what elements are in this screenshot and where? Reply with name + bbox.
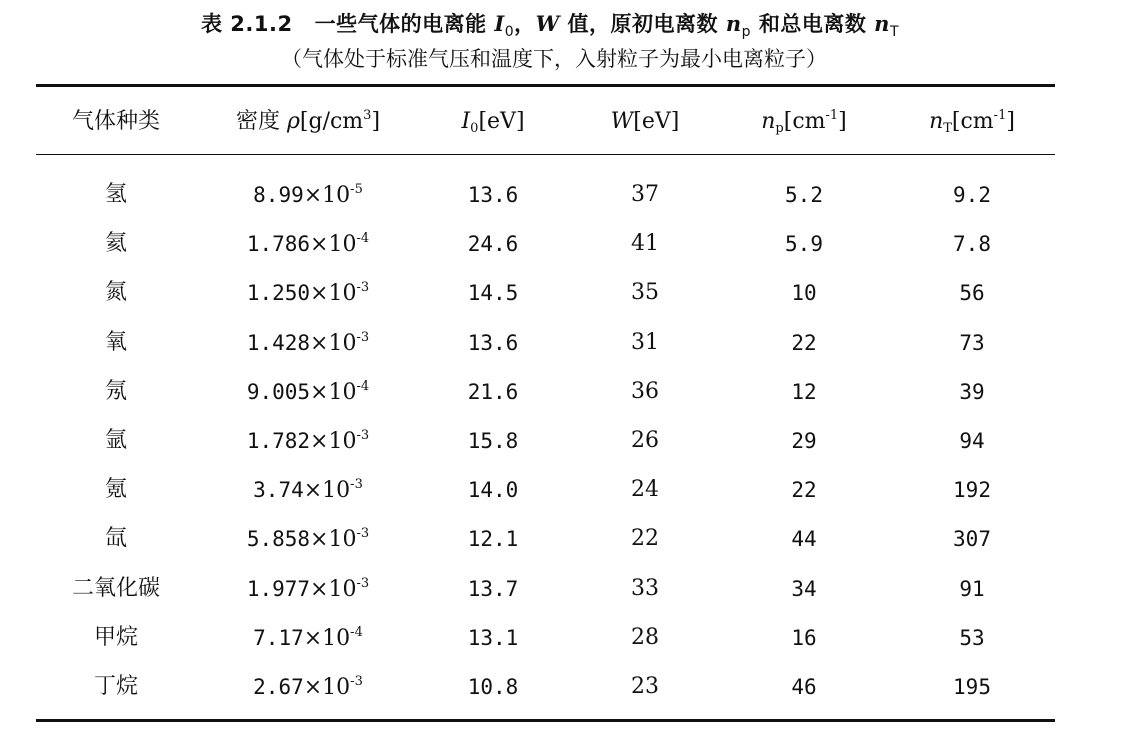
header-i-symbol: I [461,109,471,134]
cell-primary-ionization: 5.2 [785,183,823,207]
cell-density [247,379,369,406]
times-ten: ×10 [310,331,357,356]
density-exponent: -3 [356,576,370,591]
cell-density [253,182,363,209]
cell-primary-ionization: 29 [791,429,817,453]
cell-total-ionization: 53 [959,626,985,650]
header-w-value [611,109,680,135]
cell-gas: 甲烷 [93,625,139,650]
caption-np-subscript: p [741,24,752,41]
caption-w-symbol: W [535,11,560,36]
cell-w-value: 22 [631,526,659,551]
cell-gas: 氩 [104,428,128,453]
density-exponent: -5 [350,182,363,197]
caption-i-subscript: 0 [504,24,515,41]
rho-symbol: ρ [286,109,300,134]
cell-primary-ionization: 46 [791,675,817,699]
times-ten: ×10 [303,626,351,651]
header-nt-subscript: T [943,121,952,136]
caption-text-3: 值，原初电离数 [559,12,726,36]
table-caption [0,8,1100,40]
cell-primary-ionization: 22 [791,331,817,355]
times-ten: ×10 [310,577,357,602]
times-ten: ×10 [303,675,351,700]
caption-text-4: 和总电离数 [751,12,875,36]
header-i-unit: [eV] [478,109,525,134]
cell-total-ionization: 91 [959,577,985,601]
header-primary-ionization [761,109,847,135]
header-density-exponent: 3 [363,108,372,123]
header-nt-close: ] [1006,109,1015,134]
times-ten: ×10 [310,232,357,257]
header-ionization-energy [461,109,524,135]
density-mantissa: 8.99 [253,183,304,207]
density-mantissa: 2.67 [253,675,304,699]
cell-w-value: 31 [631,330,659,355]
cell-density [253,477,363,504]
density-mantissa: 7.17 [253,626,304,650]
cell-primary-ionization: 22 [791,478,817,502]
density-mantissa: 9.005 [246,380,311,404]
cell-gas: 氮 [104,280,128,305]
caption-nt-symbol: n [874,11,890,36]
cell-total-ionization: 195 [953,675,991,699]
header-density-close: ] [371,109,381,134]
density-mantissa: 3.74 [253,478,304,502]
cell-primary-ionization: 5.9 [785,232,823,256]
header-nt-symbol: n [929,109,944,134]
cell-density [247,428,369,455]
cell-gas: 氙 [104,526,128,551]
bottom-rule [36,719,1055,722]
density-mantissa: 1.782 [246,429,311,453]
cell-ionization-energy: 13.1 [467,626,519,650]
times-ten: ×10 [310,380,357,405]
cell-primary-ionization: 34 [791,577,817,601]
cell-total-ionization: 56 [959,281,985,305]
header-np-symbol: n [761,109,776,134]
header-total-ionization [929,109,1015,135]
times-ten: ×10 [303,478,351,503]
header-nt-exponent: -1 [993,108,1007,123]
density-exponent: -3 [356,526,370,541]
header-density-label: 密度 [235,109,287,134]
cell-ionization-energy: 21.6 [467,380,519,404]
density-exponent: -4 [356,231,370,246]
cell-primary-ionization: 16 [791,626,817,650]
density-exponent: -4 [350,625,363,640]
header-nt-unit: [cm [951,109,994,134]
cell-w-value: 28 [631,625,659,650]
cell-total-ionization: 307 [953,527,991,551]
cell-ionization-energy: 24.6 [467,232,519,256]
cell-ionization-energy: 14.0 [467,478,519,502]
cell-gas: 氧 [104,330,128,355]
cell-w-value: 35 [631,280,659,305]
cell-density [253,625,363,652]
cell-primary-ionization: 10 [791,281,817,305]
caption-note: （气体处于标准气压和温度下，入射粒子为最小电离粒子） [281,47,827,71]
caption-nt-subscript: T [889,24,900,41]
cell-w-value: 23 [631,674,659,699]
header-np-exponent: -1 [825,108,839,123]
times-ten: ×10 [310,429,357,454]
header-np-subscript: p [775,121,784,136]
cell-ionization-energy: 13.6 [467,183,519,207]
density-exponent: -4 [356,379,370,394]
cell-gas: 二氧化碳 [71,576,161,601]
cell-w-value: 36 [631,379,659,404]
density-exponent: -3 [356,428,370,443]
caption-i-symbol: I [494,11,505,36]
cell-w-value: 41 [631,231,659,256]
header-w-unit: [eV] [633,109,680,134]
density-mantissa: 1.428 [246,331,311,355]
header-w-symbol: W [610,109,634,134]
cell-total-ionization: 7.8 [953,232,991,256]
caption-np-symbol: n [725,11,742,36]
cell-w-value: 24 [631,477,659,502]
cell-w-value: 33 [631,576,659,601]
top-rule [36,84,1055,87]
cell-ionization-energy: 13.7 [467,577,519,601]
density-exponent: -3 [350,477,363,492]
density-mantissa: 1.250 [246,281,311,305]
header-gas: 气体种类 [71,109,161,134]
cell-density [247,231,369,258]
cell-gas: 氪 [104,477,128,502]
cell-ionization-energy: 10.8 [467,675,519,699]
density-exponent: -3 [356,330,370,345]
cell-w-value: 37 [631,182,659,207]
density-mantissa: 5.858 [246,527,311,551]
cell-ionization-energy: 14.5 [467,281,519,305]
cell-gas: 氖 [104,379,128,404]
cell-primary-ionization: 44 [791,527,817,551]
header-np-unit: [cm [783,109,826,134]
times-ten: ×10 [303,183,351,208]
cell-total-ionization: 9.2 [953,183,991,207]
cell-total-ionization: 94 [959,429,985,453]
caption-text-2: ， [514,12,536,36]
cell-density [247,280,369,307]
cell-w-value: 26 [631,428,659,453]
density-mantissa: 1.786 [246,232,311,256]
caption-text-1: 一些气体的电离能 [314,12,495,36]
density-exponent: -3 [356,280,370,295]
cell-gas: 丁烷 [93,674,139,699]
header-rule [36,154,1055,155]
cell-density [247,526,369,553]
density-exponent: -3 [350,674,363,689]
cell-density [247,330,369,357]
header-i-subscript: 0 [470,121,479,136]
header-density [236,109,380,135]
cell-primary-ionization: 12 [791,380,817,404]
header-np-close: ] [838,109,847,134]
cell-total-ionization: 73 [959,331,985,355]
table-number: 表 2.1.2 [200,12,293,36]
cell-gas: 氢 [104,182,128,207]
cell-density [253,674,363,701]
cell-total-ionization: 39 [959,380,985,404]
cell-total-ionization: 192 [953,478,991,502]
header-density-unit: [g/cm [299,109,364,134]
cell-density [247,576,369,603]
density-mantissa: 1.977 [246,577,311,601]
cell-ionization-energy: 13.6 [467,331,519,355]
cell-ionization-energy: 15.8 [467,429,519,453]
cell-ionization-energy: 12.1 [467,527,519,551]
cell-gas: 氦 [104,231,128,256]
times-ten: ×10 [310,527,357,552]
times-ten: ×10 [310,281,357,306]
